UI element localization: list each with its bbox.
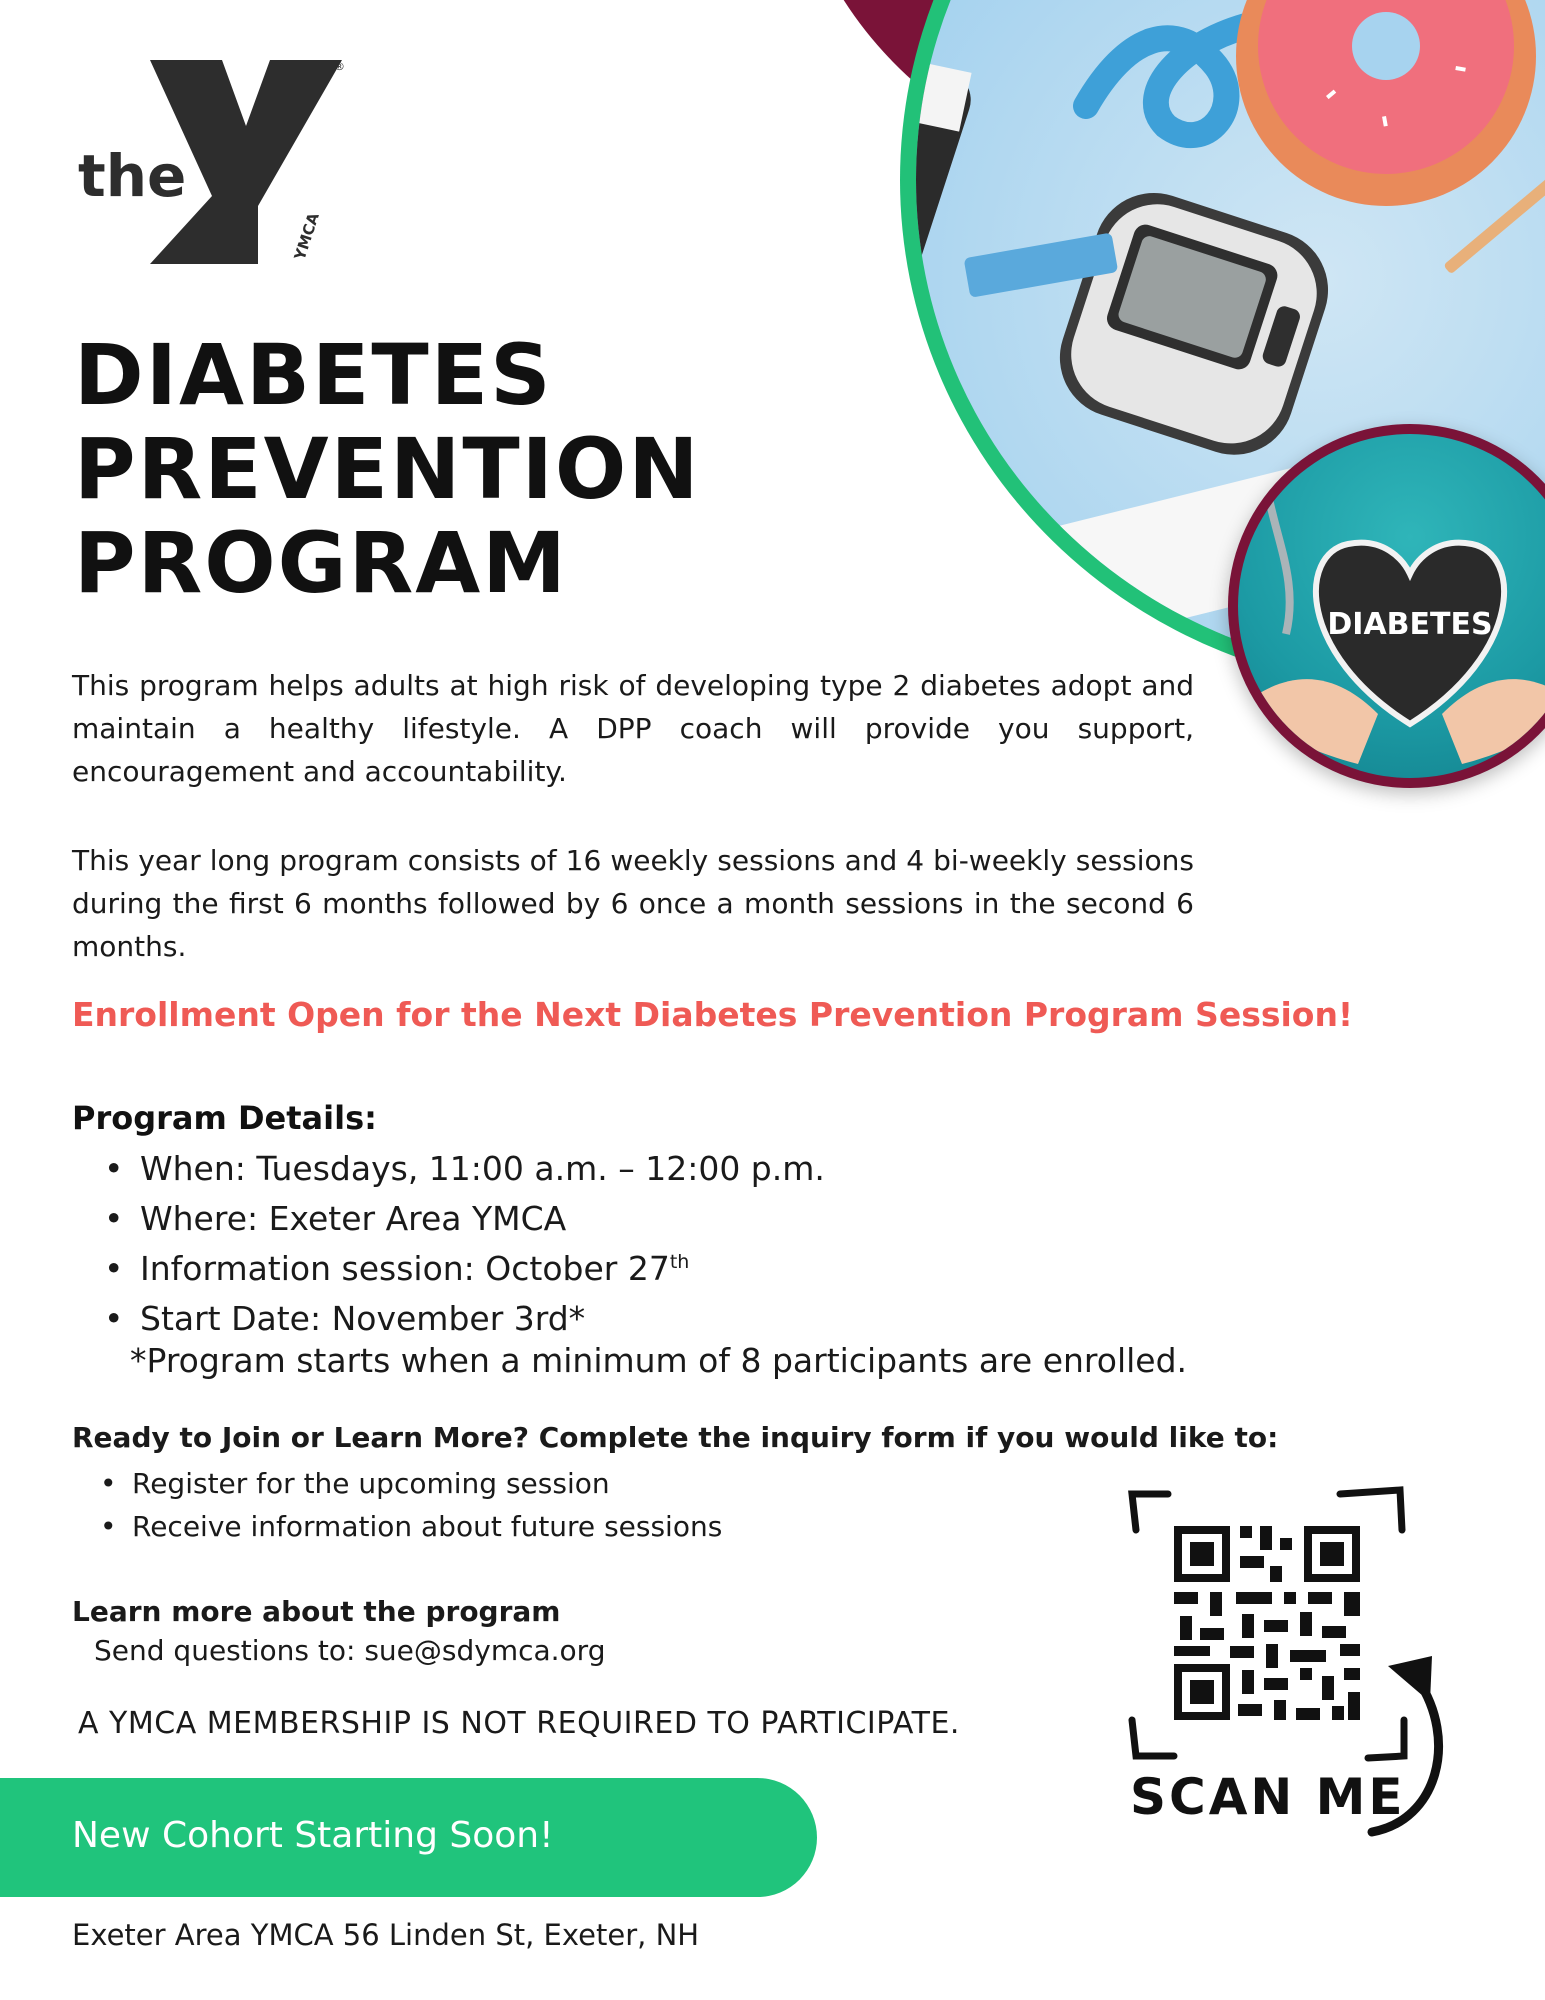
page-title	[74, 328, 701, 610]
detail-when-text: When: Tuesdays, 11:00 a.m. – 12:00 p.m.	[140, 1149, 825, 1188]
blue-ribbon	[1086, 26, 1246, 135]
membership-notice: A YMCA MEMBERSHIP IS NOT REQUIRED TO PARTICIPATE.	[78, 1706, 960, 1741]
arrow-head-icon	[1388, 1656, 1432, 1702]
intro-paragraph-1: This program helps adults at high risk of developing type 2 diabetes adopt and maintain a healthy lifestyle. A DPP coach will provide you support, encouragement and accountability.	[72, 669, 1194, 788]
enrollment-announcement: Enrollment Open for the Next Diabetes Prevention Program Session!	[72, 995, 1354, 1034]
program-details-heading: Program Details:	[72, 1099, 377, 1137]
inquiry-options-list	[98, 1462, 722, 1548]
logo-ymca-text: YMCA	[290, 210, 323, 263]
stethoscope	[1268, 494, 1290, 634]
pill	[920, 390, 952, 422]
ordinal-suffix: th	[669, 1251, 690, 1273]
detail-start-date	[102, 1294, 825, 1344]
glucose-meter	[1044, 177, 1343, 470]
title-line-3: PROGRAM	[74, 514, 568, 612]
logo-the-text: the	[78, 142, 187, 210]
title-line-1: DIABETES	[74, 326, 553, 424]
intro-paragraph-2: This year long program consists of 16 weekly sessions and 4 bi-weekly sessions during the first 6 months followed by 6 once a month sessions in the second 6 months.	[72, 844, 1194, 963]
scan-me-label: SCAN ME	[1130, 1768, 1406, 1826]
pill	[950, 470, 982, 502]
minimum-participants-note: *Program starts when a minimum of 8 participants are enrolled.	[130, 1341, 1188, 1380]
inquiry-option: • Receive information about future sessions	[98, 1505, 722, 1548]
detail-when	[102, 1144, 825, 1194]
donut-hole	[1352, 12, 1420, 80]
program-details-list	[102, 1144, 825, 1344]
inquiry-option: • Register for the upcoming session	[98, 1462, 722, 1505]
hand-right	[1442, 679, 1545, 764]
cohort-banner-text: New Cohort Starting Soon!	[72, 1815, 554, 1856]
contact-email-line[interactable]: Send questions to: sue@sdymca.org	[94, 1634, 606, 1667]
ymca-logo	[72, 56, 362, 276]
detail-where-text: Where: Exeter Area YMCA	[140, 1199, 567, 1238]
detail-start-date-text: Start Date: November 3rd*	[140, 1299, 586, 1338]
y-logo-mark	[72, 56, 362, 276]
title-line-2: PREVENTION	[74, 420, 701, 518]
heart-text: DIABETES	[1327, 607, 1493, 642]
registered-mark: ®	[334, 60, 345, 73]
detail-info-session	[102, 1244, 825, 1294]
detail-where	[102, 1194, 825, 1244]
detail-info-session-text: Information session: October 27	[140, 1249, 670, 1288]
inquiry-heading: Ready to Join or Learn More? Complete the inquiry form if you would like to:	[72, 1421, 1279, 1454]
ymca-address: Exeter Area YMCA 56 Linden St, Exeter, NH	[72, 1918, 700, 1952]
learn-more-heading: Learn more about the program	[72, 1595, 561, 1628]
